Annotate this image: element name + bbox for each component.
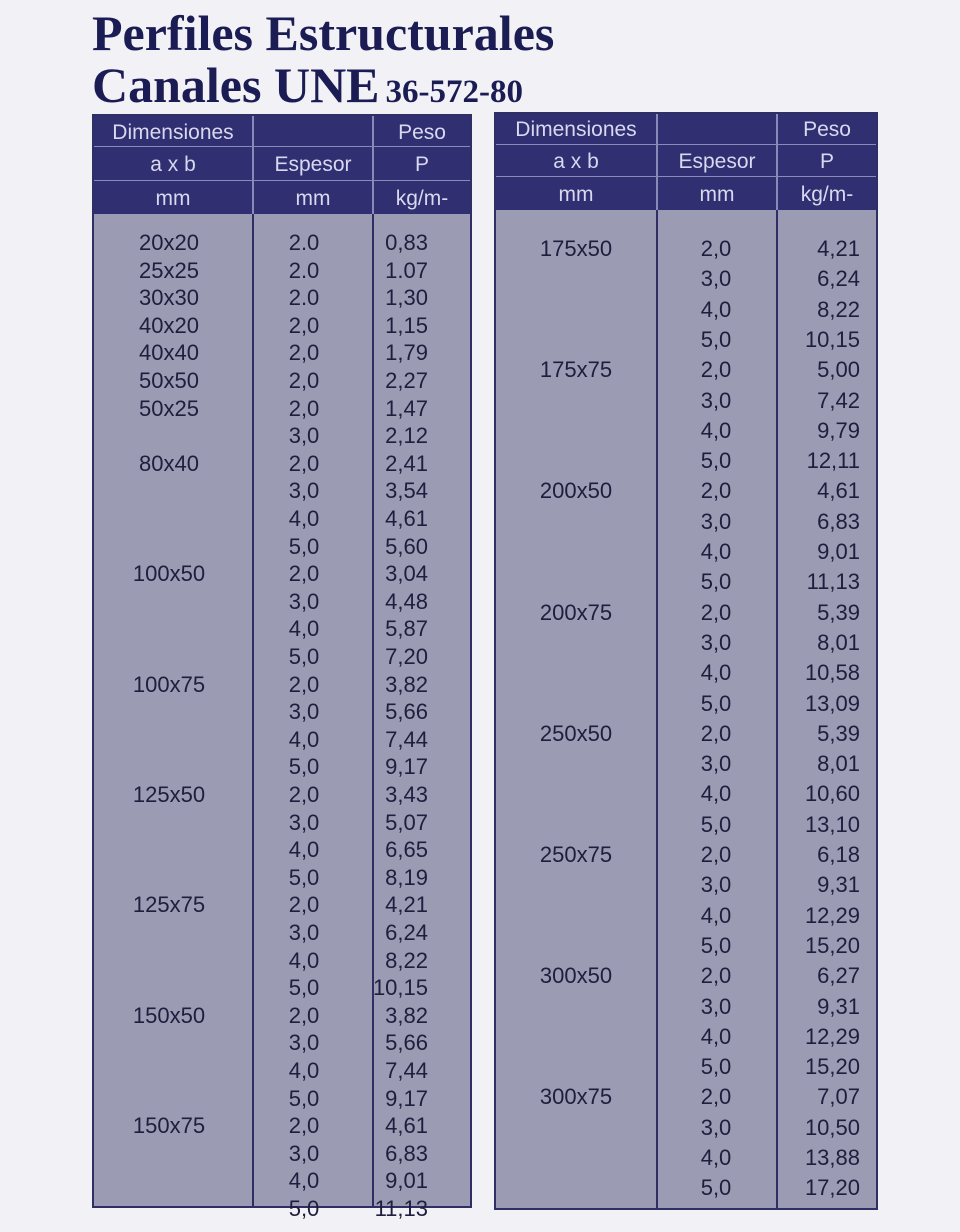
weight-cell: 4,21 [385, 892, 428, 918]
weight-cell: 11,13 [806, 569, 860, 595]
thickness-cell: 5,0 [700, 569, 732, 595]
thickness-cell: 5,0 [700, 932, 732, 958]
header-weight-symbol: P [414, 153, 429, 176]
thickness-cell: 2,0 [288, 1002, 320, 1028]
thickness-cell: 2,0 [288, 312, 320, 338]
weight-cell: 7,07 [817, 1084, 860, 1110]
thickness-cell: 2,0 [700, 720, 732, 746]
weight-cell: 8,22 [385, 947, 428, 973]
table-header [496, 114, 876, 210]
thickness-cell: 5,0 [288, 864, 320, 890]
thickness-cell: 2,0 [288, 671, 320, 697]
thickness-cell: 3,0 [288, 588, 320, 614]
weight-cell: 3,04 [385, 561, 428, 587]
weight-cell: 4,61 [385, 1113, 428, 1139]
thickness-cell: 5,0 [288, 754, 320, 780]
weight-cell: 1.07 [385, 257, 428, 283]
thickness-cell: 5,0 [288, 533, 320, 559]
dimension-cell: 150x75 [132, 1113, 206, 1139]
thickness-cell: 5,0 [288, 1085, 320, 1111]
thickness-cell: 4,0 [288, 947, 320, 973]
weight-cell: 6,83 [385, 1140, 428, 1166]
weight-cell: 2,27 [385, 368, 428, 393]
weight-cell: 4,48 [385, 588, 428, 614]
weight-cell: 9,01 [385, 1168, 428, 1194]
thickness-cell: 2,0 [288, 561, 320, 587]
thickness-cell: 4,0 [700, 902, 732, 928]
weight-cell: 9,17 [385, 754, 428, 780]
thickness-cell: 3,0 [288, 809, 320, 835]
weight-cell: 5,87 [385, 616, 428, 642]
dimension-cell: 200x75 [539, 599, 613, 625]
header-weight: Peso [803, 118, 851, 141]
dimension-cell: 200x50 [539, 478, 613, 504]
weight-cell: 9,79 [817, 417, 860, 443]
thickness-cell: 4,0 [288, 1058, 320, 1083]
weight-cell: 6,27 [817, 963, 860, 989]
weight-cell: 9,01 [817, 539, 860, 564]
thickness-cell: 5,0 [288, 1196, 320, 1221]
weight-cell: 5,07 [385, 809, 428, 835]
thickness-cell: 4,0 [700, 660, 732, 686]
weight-cell: 11,13 [374, 1196, 428, 1221]
weight-cell: 10,60 [804, 781, 860, 807]
header-weight-unit: kg/m- [395, 187, 449, 210]
dimension-cell: 50x50 [139, 368, 199, 393]
header-dimensions-formula: a x b [553, 150, 599, 173]
header-dimensions-unit: mm [155, 187, 191, 210]
profiles-table-right [494, 112, 878, 1210]
dimension-cell: 300x75 [539, 1084, 613, 1110]
thickness-cell: 3,0 [700, 387, 732, 413]
weight-cell: 10,58 [804, 660, 860, 686]
weight-cell: 4,21 [817, 236, 860, 261]
dimension-cell: 25x25 [139, 257, 199, 283]
thickness-cell: 2,0 [288, 340, 320, 366]
thickness-cell: 4,0 [700, 296, 732, 322]
header-thickness-unit: mm [295, 187, 331, 210]
weight-cell: 12,29 [804, 902, 860, 928]
weight-cell: 0,83 [385, 230, 428, 255]
dimension-cell: 40x20 [139, 312, 199, 338]
dimension-cell: 80x40 [139, 450, 199, 476]
weight-cell: 10,15 [372, 975, 428, 1001]
page-subtitle [92, 57, 524, 113]
weight-cell: 9,31 [817, 993, 860, 1019]
thickness-cell: 5,0 [700, 811, 732, 837]
thickness-cell: 2,0 [288, 450, 320, 476]
subtitle-main: Canales UNE [92, 57, 380, 113]
thickness-cell: 2,0 [700, 1084, 732, 1110]
thickness-cell: 5,0 [700, 326, 732, 352]
weight-cell: 3,82 [385, 671, 428, 697]
dimension-cell: 175x75 [539, 357, 613, 383]
weight-cell: 12,29 [804, 1023, 860, 1049]
thickness-cell: 2,0 [700, 236, 732, 261]
weight-cell: 6,65 [385, 837, 428, 863]
weight-cell: 7,44 [385, 1058, 428, 1083]
weight-cell: 1,30 [385, 285, 428, 311]
header-dimensions: Dimensiones [112, 121, 234, 144]
thickness-cell: 4,0 [288, 1168, 320, 1194]
weight-cell: 6,24 [385, 920, 428, 945]
weight-cell: 15,20 [804, 1054, 860, 1080]
dimension-cell: 150x50 [132, 1002, 206, 1028]
thickness-cell: 2.0 [288, 285, 320, 311]
thickness-cell: 2,0 [288, 782, 320, 807]
thickness-cell: 3,0 [700, 751, 732, 777]
header-dimensions-unit: mm [558, 183, 594, 206]
weight-cell: 5,60 [385, 533, 428, 559]
dimension-cell: 125x50 [132, 782, 206, 807]
dimension-cell: 40x40 [139, 340, 199, 366]
header-thickness: Espesor [274, 153, 352, 176]
weight-cell: 13,88 [804, 1145, 860, 1170]
thickness-cell: 3,0 [700, 629, 732, 655]
thickness-cell: 4,0 [700, 417, 732, 443]
weight-cell: 7,20 [385, 644, 428, 669]
thickness-cell: 2,0 [700, 478, 732, 504]
thickness-cell: 4,0 [288, 837, 320, 863]
thickness-cell: 2,0 [700, 842, 732, 867]
thickness-cell: 5,0 [288, 644, 320, 669]
weight-cell: 6,18 [817, 842, 860, 867]
weight-cell: 6,83 [817, 508, 860, 534]
thickness-cell: 4,0 [288, 616, 320, 642]
dimension-cell: 300x50 [539, 963, 613, 989]
dimension-cell: 250x50 [539, 720, 613, 746]
dimension-cell: 125x75 [132, 892, 206, 918]
thickness-cell: 4,0 [700, 1023, 732, 1049]
header-thickness: Espesor [678, 150, 756, 173]
weight-cell: 10,15 [804, 326, 860, 352]
thickness-cell: 3,0 [288, 920, 320, 945]
weight-cell: 5,66 [385, 1030, 428, 1056]
thickness-cell: 3,0 [288, 423, 320, 449]
weight-cell: 7,44 [385, 726, 428, 752]
thickness-cell: 2.0 [288, 257, 320, 283]
weight-cell: 1,15 [385, 312, 428, 338]
thickness-cell: 3,0 [700, 1114, 732, 1140]
header-dimensions-formula: a x b [150, 153, 196, 176]
dimension-cell: 250x75 [539, 842, 613, 867]
thickness-cell: 3,0 [700, 266, 732, 292]
weight-cell: 3,43 [385, 782, 428, 807]
weight-cell: 1,47 [385, 395, 428, 421]
weight-cell: 7,42 [817, 387, 860, 413]
thickness-cell: 4,0 [700, 781, 732, 807]
header-dimensions: Dimensiones [515, 118, 637, 141]
thickness-cell: 2,0 [700, 357, 732, 383]
dimension-cell: 100x75 [132, 671, 206, 697]
thickness-cell: 3,0 [288, 478, 320, 504]
thickness-cell: 5,0 [700, 448, 732, 474]
thickness-cell: 2,0 [288, 368, 320, 393]
thickness-cell: 4,0 [288, 506, 320, 531]
thickness-cell: 2,0 [288, 892, 320, 918]
weight-cell: 4,61 [385, 506, 428, 531]
thickness-cell: 2,0 [288, 395, 320, 421]
thickness-cell: 3,0 [288, 1140, 320, 1166]
thickness-cell: 2,0 [288, 1113, 320, 1139]
weight-cell: 5,66 [385, 699, 428, 725]
thickness-cell: 3,0 [700, 872, 732, 898]
thickness-cell: 3,0 [288, 699, 320, 725]
weight-cell: 12,11 [806, 448, 860, 474]
thickness-cell: 5,0 [700, 1054, 732, 1080]
weight-cell: 2,41 [385, 450, 428, 476]
thickness-cell: 2.0 [288, 230, 320, 255]
header-thickness-unit: mm [699, 183, 735, 206]
weight-cell: 9,17 [385, 1085, 428, 1111]
thickness-cell: 4,0 [700, 1145, 732, 1170]
weight-cell: 5,39 [817, 720, 860, 746]
weight-cell: 9,31 [817, 872, 860, 898]
thickness-cell: 5,0 [700, 1175, 732, 1201]
weight-cell: 8,01 [817, 751, 860, 777]
weight-cell: 6,24 [817, 266, 860, 292]
header-weight: Peso [398, 121, 446, 144]
weight-cell: 4,61 [817, 478, 860, 504]
dimension-cell: 100x50 [132, 561, 206, 587]
weight-cell: 5,00 [817, 357, 860, 383]
weight-cell: 3,54 [385, 478, 428, 504]
weight-cell: 5,39 [817, 599, 860, 625]
weight-cell: 13,10 [804, 811, 860, 837]
page-title: Perfiles Estructurales [92, 5, 555, 61]
weight-cell: 8,19 [385, 864, 428, 890]
weight-cell: 15,20 [804, 932, 860, 958]
weight-cell: 1,79 [385, 340, 428, 366]
thickness-cell: 5,0 [288, 975, 320, 1001]
weight-cell: 10,50 [804, 1114, 860, 1140]
thickness-cell: 3,0 [700, 508, 732, 534]
table-header [94, 116, 470, 214]
weight-cell: 13,09 [804, 690, 860, 716]
profiles-table-left [92, 114, 472, 1221]
weight-cell: 3,82 [385, 1002, 428, 1028]
dimension-cell: 30x30 [139, 285, 199, 311]
thickness-cell: 3,0 [700, 993, 732, 1019]
thickness-cell: 4,0 [288, 726, 320, 752]
subtitle-standard: 36-572-80 [385, 74, 524, 110]
header-weight-symbol: P [819, 150, 834, 173]
header-weight-unit: kg/m- [800, 183, 854, 206]
weight-cell: 8,22 [817, 296, 860, 322]
thickness-cell: 5,0 [700, 690, 732, 716]
thickness-cell: 2,0 [700, 599, 732, 625]
thickness-cell: 4,0 [700, 539, 732, 564]
weight-cell: 17,20 [804, 1175, 860, 1201]
thickness-cell: 3,0 [288, 1030, 320, 1056]
dimension-cell: 20x20 [139, 230, 199, 255]
dimension-cell: 175x50 [539, 236, 613, 261]
dimension-cell: 50x25 [139, 395, 199, 421]
weight-cell: 8,01 [817, 629, 860, 655]
weight-cell: 2,12 [385, 423, 428, 449]
thickness-cell: 2,0 [700, 963, 732, 989]
